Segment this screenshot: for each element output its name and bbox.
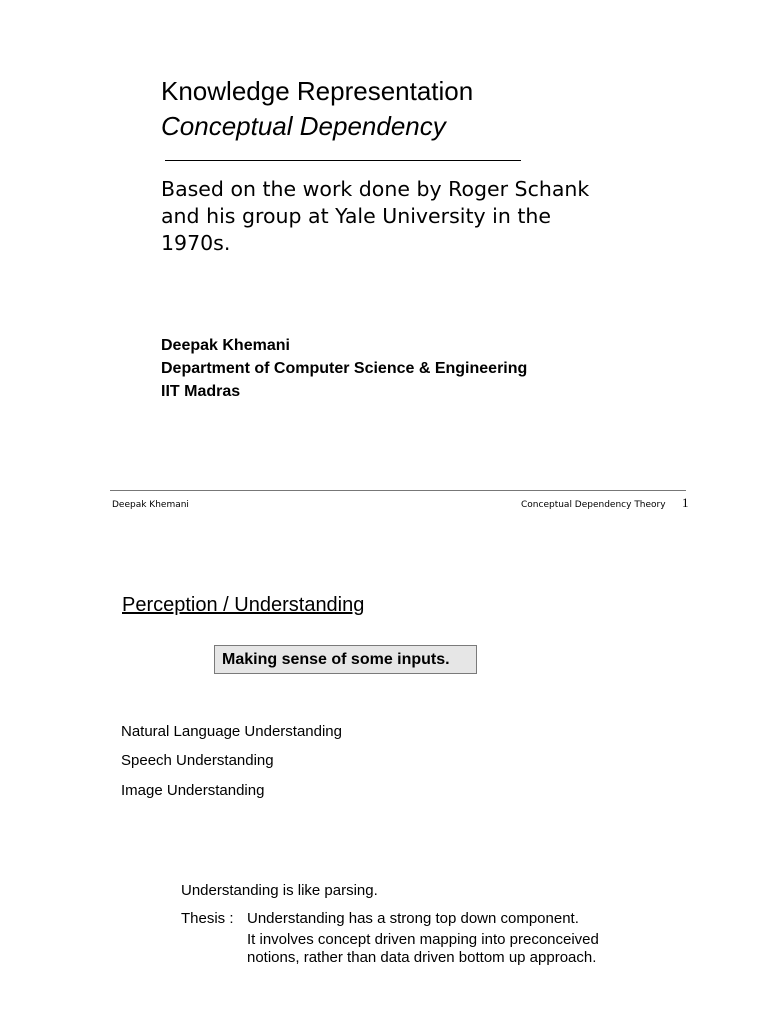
footer-author: Deepak Khemani <box>112 500 189 510</box>
parsing-note: Understanding is like parsing. <box>181 882 378 899</box>
page-number: 1 <box>682 495 689 510</box>
list-item: Image Understanding <box>121 782 265 799</box>
thesis-line: notions, rather than data driven bottom up approach. <box>247 949 597 966</box>
section-heading: Perception / Understanding <box>122 594 365 616</box>
thesis-line: It involves concept driven mapping into preconceived <box>247 931 599 948</box>
list-item: Speech Understanding <box>121 752 274 769</box>
author-institute: IIT Madras <box>161 383 241 400</box>
author-department: Department of Computer Science & Engineering <box>161 360 528 377</box>
thesis-label: Thesis : <box>181 910 234 927</box>
slide-title: Knowledge Representation <box>161 76 474 106</box>
author-block <box>161 334 527 403</box>
list-item: Natural Language Understanding <box>121 723 342 740</box>
author-name: Deepak Khemani <box>161 337 290 354</box>
callout-box: Making sense of some inputs. <box>214 645 477 674</box>
description-text: Based on the work done by Roger Schank and his group at Yale University in the 1970s. <box>161 177 590 255</box>
footer-divider <box>110 490 686 491</box>
footer-title: Conceptual Dependency Theory <box>521 500 666 510</box>
thesis-line: Understanding has a strong top down component. <box>247 910 579 927</box>
slide-subtitle: Conceptual Dependency <box>161 111 446 141</box>
title-divider <box>165 160 521 161</box>
